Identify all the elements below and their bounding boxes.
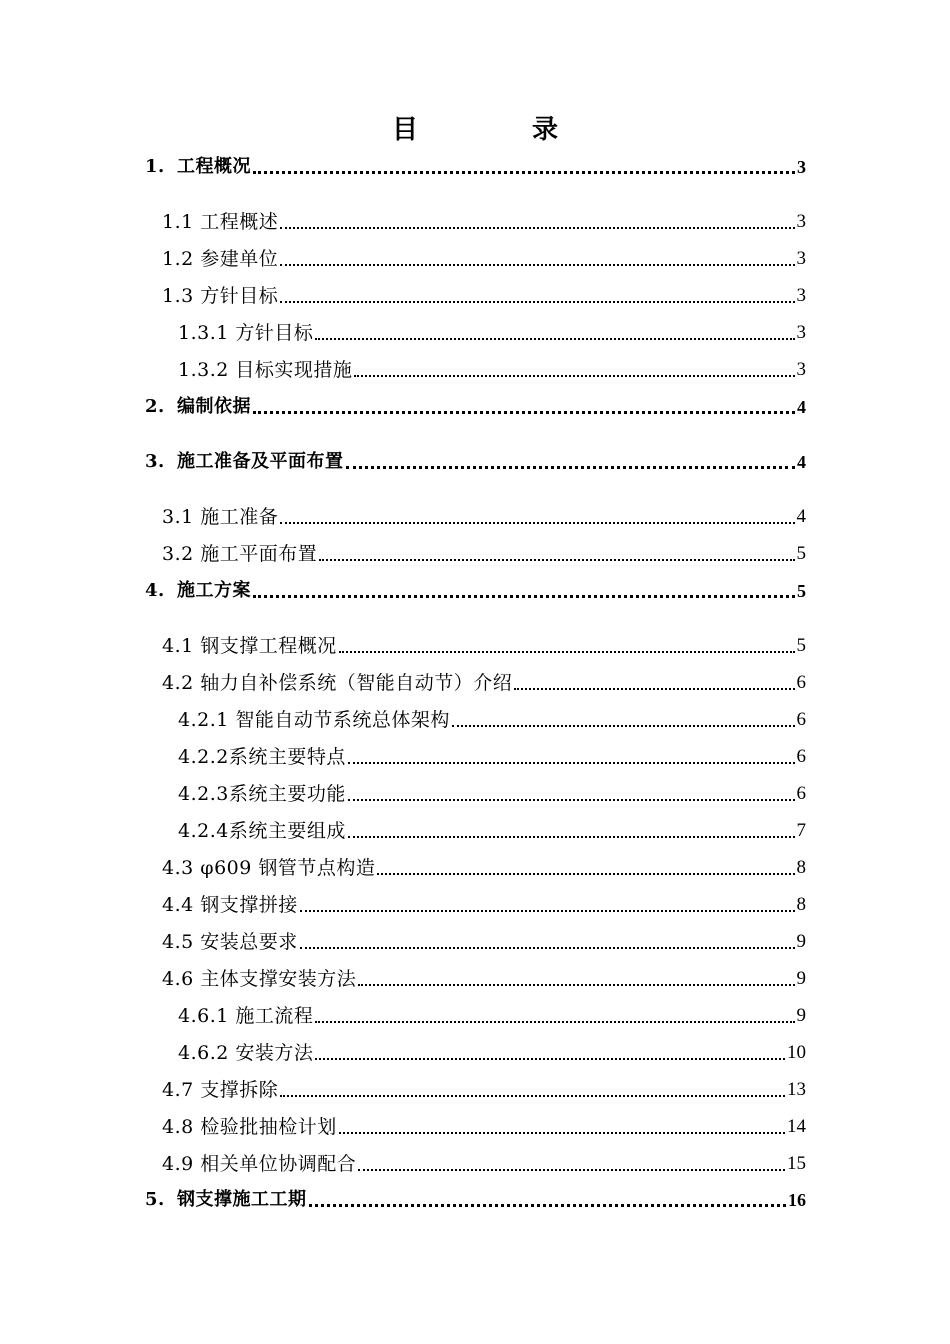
toc-entry-title xyxy=(178,1003,313,1029)
toc-page-number: 8 xyxy=(796,894,806,915)
toc-entry-number: 1.3.2 xyxy=(178,359,229,381)
toc-entry-title xyxy=(178,781,346,807)
toc-entry-number: 1.2 xyxy=(162,248,194,270)
toc-entry[interactable] xyxy=(178,1040,806,1066)
toc-entry-label: 系统主要功能 xyxy=(228,783,346,805)
toc-page-number: 10 xyxy=(787,1042,806,1063)
toc-dot-leader xyxy=(253,594,795,598)
toc-dot-leader xyxy=(280,263,794,266)
toc-entry[interactable] xyxy=(162,670,806,696)
toc-page-number: 4 xyxy=(797,452,806,472)
toc-dot-leader xyxy=(348,761,795,764)
toc-entry-title xyxy=(178,357,352,383)
toc-entry[interactable] xyxy=(145,394,806,420)
toc-entry-number: 4.2.1 xyxy=(178,709,229,731)
toc-entry[interactable] xyxy=(145,449,806,475)
toc-dot-leader xyxy=(346,465,796,469)
toc-entry-label: 施工平面布置 xyxy=(200,543,318,565)
toc-entry-number: 4.5 xyxy=(162,931,194,953)
toc-entry-title xyxy=(162,283,278,309)
toc-page-number: 7 xyxy=(796,820,806,841)
toc-entry-title xyxy=(178,818,346,844)
toc-page-number: 8 xyxy=(796,857,806,878)
toc-entry-label: 支撑拆除 xyxy=(200,1079,279,1101)
toc-page-number: 3 xyxy=(797,157,806,177)
toc-dot-leader xyxy=(253,410,795,414)
toc-page-number: 5 xyxy=(797,581,806,601)
toc-entry-label: 钢支撑工程概况 xyxy=(200,635,337,657)
toc-title: 目 录 xyxy=(391,115,602,145)
toc-entry[interactable] xyxy=(162,246,806,272)
toc-entry-number: 4.2 xyxy=(162,672,194,694)
toc-page-number: 3 xyxy=(796,211,806,232)
toc-dot-leader xyxy=(354,374,794,377)
toc-page-number: 5 xyxy=(796,635,806,656)
toc-entry[interactable] xyxy=(145,1187,806,1213)
toc-dot-leader xyxy=(315,1020,794,1023)
toc-entry[interactable] xyxy=(162,541,806,567)
toc-dot-leader xyxy=(377,872,794,875)
toc-entry[interactable] xyxy=(162,1077,806,1103)
toc-page-number: 13 xyxy=(787,1079,806,1100)
toc-page-number: 5 xyxy=(796,543,806,564)
toc-entry[interactable] xyxy=(178,781,806,807)
toc-entry-label: 方针目标 xyxy=(200,285,279,307)
toc-entry-title xyxy=(162,246,278,272)
toc-entry-number: 3.1 xyxy=(162,506,194,528)
toc-entry-label: 系统主要特点 xyxy=(228,746,346,768)
toc-entry-title xyxy=(162,892,298,918)
toc-entry-label: 钢支撑拼接 xyxy=(200,894,298,916)
toc-entry-title xyxy=(145,154,251,180)
toc-entry-number: 4.2.4 xyxy=(178,820,229,842)
toc-entry-title xyxy=(145,578,251,604)
toc-entry[interactable] xyxy=(178,1003,806,1029)
toc-dot-leader xyxy=(319,558,794,561)
toc-dot-leader xyxy=(280,226,794,229)
toc-dot-leader xyxy=(280,1094,785,1097)
toc-entry-label: φ609 钢管节点构造 xyxy=(200,857,376,879)
toc-dot-leader xyxy=(280,521,794,524)
toc-entry-label: 检验批抽检计划 xyxy=(200,1116,337,1138)
toc-page-number: 9 xyxy=(796,931,806,952)
toc-dot-leader xyxy=(315,337,794,340)
toc-page-number: 6 xyxy=(796,672,806,693)
toc-entry[interactable] xyxy=(162,855,806,881)
toc-entry-label: 目标实现措施 xyxy=(235,359,353,381)
toc-dot-leader xyxy=(300,909,795,912)
toc-entry[interactable] xyxy=(162,1151,806,1177)
toc-dot-leader xyxy=(280,300,794,303)
toc-entry-title xyxy=(178,707,450,733)
toc-entry-title xyxy=(178,1040,313,1066)
toc-page-number: 9 xyxy=(796,968,806,989)
toc-entry[interactable] xyxy=(162,966,806,992)
toc-entry-number: 4.2.3 xyxy=(178,783,229,805)
toc-dot-leader xyxy=(452,724,795,727)
toc-entry-number: 4.2.2 xyxy=(178,746,229,768)
toc-entry-number: 1.3 xyxy=(162,285,194,307)
toc-entry-title xyxy=(162,541,317,567)
toc-entry[interactable] xyxy=(145,578,806,604)
toc-page-number: 3 xyxy=(796,359,806,380)
toc-entry-title xyxy=(162,855,375,881)
toc-entry-title xyxy=(162,504,278,530)
toc-entry-number: 4.9 xyxy=(162,1153,194,1175)
toc-entry-label: 工程概况 xyxy=(177,156,251,177)
toc-entry[interactable] xyxy=(162,929,806,955)
toc-entry-title xyxy=(162,633,337,659)
toc-entry-number: 4.6.1 xyxy=(178,1005,229,1027)
toc-dot-leader xyxy=(348,798,795,801)
toc-entry-label: 轴力自补偿系统（智能自动节）介绍 xyxy=(200,672,513,694)
toc-entry[interactable] xyxy=(145,154,806,180)
toc-entry-title xyxy=(145,1187,307,1213)
toc-page-number: 6 xyxy=(796,709,806,730)
toc-entry-label: 参建单位 xyxy=(200,248,279,270)
toc-dot-leader xyxy=(348,835,795,838)
toc-entry-label: 智能自动节系统总体架构 xyxy=(235,709,450,731)
toc-page-number: 4 xyxy=(796,506,806,527)
toc-entry-title xyxy=(145,449,344,475)
toc-entry-label: 编制依据 xyxy=(177,396,251,417)
toc-entry-number: 3. xyxy=(145,451,165,472)
toc-entry-number: 4.4 xyxy=(162,894,194,916)
toc-entry-label: 安装方法 xyxy=(235,1042,314,1064)
toc-entry-number: 4.1 xyxy=(162,635,194,657)
toc-page-number: 3 xyxy=(796,285,806,306)
toc-entry-title xyxy=(178,744,346,770)
toc-entry[interactable] xyxy=(178,818,806,844)
toc-entry[interactable] xyxy=(162,504,806,530)
toc-dot-leader xyxy=(300,946,795,949)
toc-entry-title xyxy=(162,1077,278,1103)
toc-entry-title xyxy=(162,209,278,235)
toc-entry[interactable] xyxy=(178,357,806,383)
toc-entry-number: 2. xyxy=(145,396,165,417)
toc-entry-label: 施工准备 xyxy=(200,506,279,528)
toc-entry-title xyxy=(162,929,298,955)
toc-dot-leader xyxy=(315,1057,785,1060)
toc-dot-leader xyxy=(339,1131,785,1134)
toc-dot-leader xyxy=(339,650,795,653)
toc-entry-number: 5. xyxy=(145,1189,165,1210)
toc-entry-label: 施工流程 xyxy=(235,1005,314,1027)
toc-entry-title xyxy=(162,1114,337,1140)
toc-page-number: 3 xyxy=(796,248,806,269)
toc-entry-number: 3.2 xyxy=(162,543,194,565)
toc-entry-title xyxy=(162,670,512,696)
toc-entry-title xyxy=(162,1151,356,1177)
toc-entry-label: 钢支撑施工工期 xyxy=(177,1189,307,1210)
toc-page-number: 3 xyxy=(796,322,806,343)
toc-dot-leader xyxy=(309,1203,787,1207)
toc-entry[interactable] xyxy=(178,744,806,770)
toc-page-number: 4 xyxy=(797,397,806,417)
toc-entry-label: 相关单位协调配合 xyxy=(200,1153,357,1175)
toc-entry-number: 4.8 xyxy=(162,1116,194,1138)
toc-dot-leader xyxy=(358,983,794,986)
toc-entry[interactable] xyxy=(178,707,806,733)
toc-page-number: 14 xyxy=(787,1116,806,1137)
toc-page-number: 6 xyxy=(796,746,806,767)
toc-entry-title xyxy=(145,394,251,420)
toc-page-number: 16 xyxy=(788,1190,806,1210)
toc-entry-number: 1. xyxy=(145,156,165,177)
toc-page-number: 9 xyxy=(796,1005,806,1026)
toc-entry-number: 1.1 xyxy=(162,211,194,233)
toc-entry-title xyxy=(162,966,356,992)
toc-dot-leader xyxy=(358,1168,785,1171)
toc-entry-number: 4. xyxy=(145,580,165,601)
toc-entry-label: 安装总要求 xyxy=(200,931,298,953)
toc-entry-number: 4.3 xyxy=(162,857,194,879)
toc-page-number: 15 xyxy=(787,1153,806,1174)
toc-entry[interactable] xyxy=(162,633,806,659)
toc-entry-number: 4.6.2 xyxy=(178,1042,229,1064)
toc-entry[interactable] xyxy=(162,283,806,309)
toc-entry-label: 施工方案 xyxy=(177,580,251,601)
toc-entry-number: 1.3.1 xyxy=(178,322,229,344)
toc-entry-number: 4.7 xyxy=(162,1079,194,1101)
toc-entry-label: 施工准备及平面布置 xyxy=(177,451,344,472)
toc-dot-leader xyxy=(253,170,795,174)
toc-entry-label: 方针目标 xyxy=(235,322,314,344)
toc-entry[interactable] xyxy=(162,209,806,235)
toc-entry-label: 工程概述 xyxy=(200,211,279,233)
toc-entry-title xyxy=(178,320,313,346)
toc-entry[interactable] xyxy=(178,320,806,346)
toc-page-number: 6 xyxy=(796,783,806,804)
toc-entry[interactable] xyxy=(162,1114,806,1140)
toc-entry-label: 系统主要组成 xyxy=(228,820,346,842)
toc-entry-number: 4.6 xyxy=(162,968,194,990)
toc-dot-leader xyxy=(514,687,794,690)
toc-entry-label: 主体支撑安装方法 xyxy=(200,968,357,990)
toc-entry[interactable] xyxy=(162,892,806,918)
